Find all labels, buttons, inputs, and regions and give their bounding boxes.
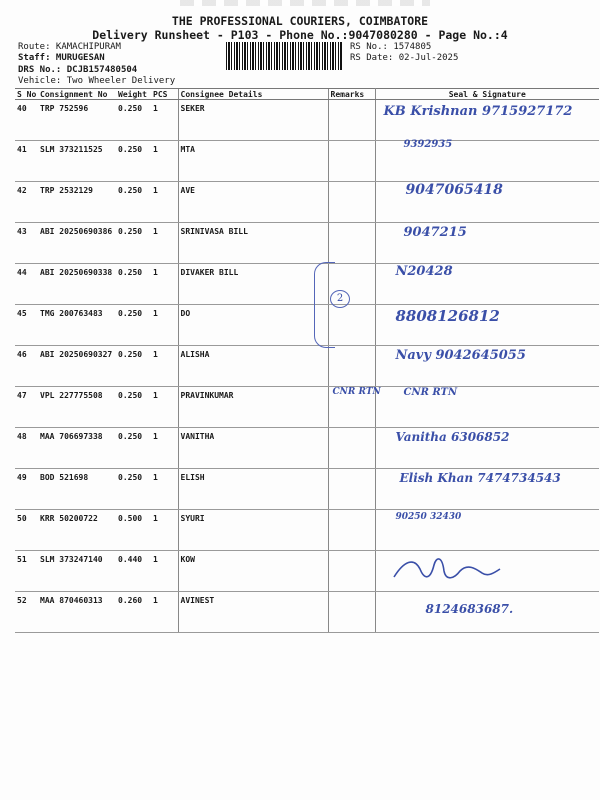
cell-weight: 0.250 (116, 346, 151, 387)
cell-signature (375, 469, 599, 510)
cell-consignment: VPL 227775508 (38, 387, 116, 428)
cell-pcs: 1 (151, 100, 178, 141)
rs-date: RS Date: 02-Jul-2025 (350, 53, 459, 63)
cell-sno: 44 (15, 264, 38, 305)
company-title: THE PROFESSIONAL COURIERS, COIMBATORE (171, 14, 429, 28)
cell-weight: 0.250 (116, 428, 151, 469)
cell-consignment: MAA 706697338 (38, 428, 116, 469)
cell-consignee: SRINIVASA BILL (178, 223, 328, 264)
cell-sno: 43 (15, 223, 38, 264)
cell-consignment: TMG 200763483 (38, 305, 116, 346)
table-row (15, 223, 599, 264)
cell-consignment: ABI 20250690327 (38, 346, 116, 387)
cell-remarks (328, 100, 375, 141)
cell-weight: 0.500 (116, 510, 151, 551)
cell-weight: 0.250 (116, 264, 151, 305)
handwritten-signature: KB Krishnan 9715927172 (383, 104, 573, 119)
table-row (15, 387, 599, 428)
cell-consignment: KRR 50200722 (38, 510, 116, 551)
col-consignment: Consignment No (38, 89, 116, 100)
cell-consignment: MAA 870460313 (38, 592, 116, 633)
cell-pcs: 1 (151, 346, 178, 387)
cell-weight: 0.250 (116, 223, 151, 264)
cell-weight: 0.250 (116, 182, 151, 223)
cell-sno: 51 (15, 551, 38, 592)
cell-pcs: 1 (151, 264, 178, 305)
cell-remarks (328, 428, 375, 469)
cell-remarks (328, 223, 375, 264)
handwritten-signature: 9392935 (403, 139, 453, 150)
cell-consignee: AVE (178, 182, 328, 223)
col-sno: S No (17, 89, 37, 99)
cell-weight: 0.250 (116, 305, 151, 346)
handwritten-circled-number: 2 (330, 290, 350, 308)
col-weight: Weight (116, 89, 151, 100)
cell-remarks (328, 510, 375, 551)
table-row (15, 510, 599, 551)
cell-sno: 45 (15, 305, 38, 346)
col-remarks: Remarks (328, 89, 375, 100)
handwritten-signature: 8808126812 (395, 307, 500, 325)
cell-pcs: 1 (151, 223, 178, 264)
cell-consignee: ALISHA (178, 346, 328, 387)
handwritten-signature: 90250 32430 (395, 512, 462, 522)
cell-signature (375, 182, 599, 223)
cell-consignee: MTA (178, 141, 328, 182)
cell-consignment: TRP 752596 (38, 100, 116, 141)
handwritten-signature: CNR RTN (403, 387, 458, 398)
cell-sno: 48 (15, 428, 38, 469)
cell-signature (375, 428, 599, 469)
runsheet-subtitle: Delivery Runsheet - P103 - Phone No.:9047080280 - Page No.:4 (92, 28, 508, 42)
cell-consignee: KOW (178, 551, 328, 592)
cell-remarks (328, 182, 375, 223)
table-row (15, 428, 599, 469)
cell-remarks (328, 469, 375, 510)
cell-consignment: ABI 20250690386 (38, 223, 116, 264)
col-consignee: Consignee Details (178, 89, 328, 100)
cell-remarks (328, 305, 375, 346)
cell-signature (375, 592, 599, 633)
cell-remarks (328, 387, 381, 428)
handwritten-signature: Elish Khan 7474734543 (399, 471, 561, 485)
cell-consignee: DO (178, 305, 328, 346)
cell-consignment: BOD 521698 (38, 469, 116, 510)
cell-pcs: 1 (151, 387, 178, 428)
drs-number: DRS No.: DCJB157480504 (18, 65, 138, 75)
cell-consignee: ELISH (178, 469, 328, 510)
cell-sno: 41 (15, 141, 38, 182)
cell-consignment: TRP 2532129 (38, 182, 116, 223)
cell-weight: 0.250 (116, 387, 151, 428)
cell-consignee: AVINEST (178, 592, 328, 633)
cell-weight: 0.250 (116, 469, 151, 510)
table-row (15, 141, 599, 182)
handwritten-signature: 9047065418 (405, 182, 503, 198)
cell-sno: 42 (15, 182, 38, 223)
cell-pcs: 1 (151, 510, 178, 551)
cell-remarks (328, 346, 375, 387)
cell-signature (375, 264, 599, 305)
runsheet-table (15, 88, 599, 633)
table-row (15, 305, 599, 346)
route-label: Route: KAMACHIPURAM (18, 42, 121, 52)
cell-signature (375, 305, 599, 346)
scan-bleed-marks (180, 0, 430, 6)
table-row (15, 100, 599, 141)
cell-sno: 49 (15, 469, 38, 510)
col-signature: Seal & Signature (375, 89, 599, 100)
cell-weight: 0.440 (116, 551, 151, 592)
signature-scribble (390, 551, 510, 585)
cell-signature (375, 510, 599, 551)
rs-number: RS No.: 1574805 (350, 42, 432, 52)
handwritten-signature: Vanitha 6306852 (395, 430, 510, 444)
remark-text: CNR RTN (332, 387, 381, 397)
table-header-row (15, 89, 599, 100)
cell-consignee: SYURI (178, 510, 328, 551)
vehicle-label: Vehicle: Two Wheeler Delivery (18, 76, 176, 86)
cell-consignment: ABI 20250690338 (38, 264, 116, 305)
cell-pcs: 1 (151, 428, 178, 469)
col-pcs: PCS (151, 89, 178, 100)
cell-signature (375, 387, 599, 428)
table-row (15, 551, 599, 592)
cell-consignee: DIVAKER BILL (178, 264, 328, 305)
cell-sno: 47 (15, 387, 38, 428)
cell-pcs: 1 (151, 305, 178, 346)
handwritten-signature: 9047215 (403, 225, 467, 240)
cell-sno: 40 (15, 100, 38, 141)
cell-consignee: SEKER (178, 100, 328, 141)
table-row (15, 469, 599, 510)
cell-pcs: 1 (151, 141, 178, 182)
cell-remarks (328, 141, 375, 182)
handwritten-signature: Navy 9042645055 (395, 348, 526, 363)
cell-consignee: VANITHA (178, 428, 328, 469)
cell-consignee: PRAVINKUMAR (178, 387, 328, 428)
table-row (15, 264, 599, 305)
cell-sno: 52 (15, 592, 38, 633)
cell-sno: 50 (15, 510, 38, 551)
cell-signature (375, 223, 599, 264)
cell-signature (375, 141, 599, 182)
cell-signature (375, 100, 599, 141)
cell-pcs: 1 (151, 469, 178, 510)
cell-weight: 0.250 (116, 141, 151, 182)
cell-pcs: 1 (151, 182, 178, 223)
cell-pcs: 1 (151, 551, 178, 592)
barcode (226, 42, 342, 70)
cell-consignment: SLM 373247140 (38, 551, 116, 592)
cell-weight: 0.250 (116, 100, 151, 141)
staff-label: Staff: MURUGESAN (18, 53, 105, 63)
cell-sno: 46 (15, 346, 38, 387)
cell-weight: 0.260 (116, 592, 151, 633)
cell-signature (375, 551, 599, 592)
table-row (15, 592, 599, 633)
handwritten-signature: N20428 (395, 264, 453, 279)
table-row (15, 346, 599, 387)
cell-pcs: 1 (151, 592, 178, 633)
handwritten-signature: 8124683687. (425, 602, 514, 616)
cell-consignment: SLM 373211525 (38, 141, 116, 182)
table-row (15, 182, 599, 223)
cell-signature (375, 346, 599, 387)
cell-remarks (328, 551, 375, 592)
cell-remarks (328, 592, 375, 633)
